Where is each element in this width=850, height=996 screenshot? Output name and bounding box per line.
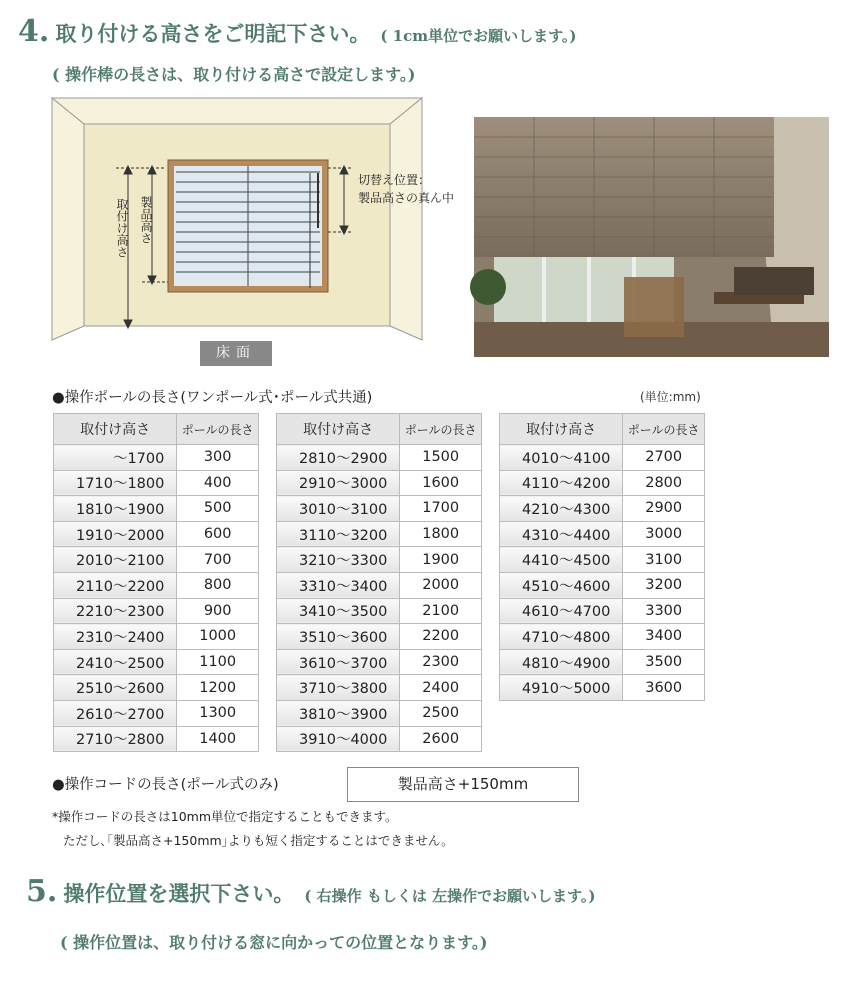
pole-length-cell: 1800 [400, 521, 482, 547]
mount-height-cell: 4110～4200 [500, 470, 623, 496]
mount-height-cell: 3310～3400 [277, 572, 400, 598]
switch-position-label-1: 切替え位置： [358, 173, 431, 187]
table-row [277, 445, 482, 471]
pole-length-cell: 1000 [177, 624, 259, 650]
table-row [500, 598, 705, 624]
mount-height-cell: 3510～3600 [277, 624, 400, 650]
table-row [54, 496, 259, 522]
pole-length-cell: 800 [177, 572, 259, 598]
table-row [277, 572, 482, 598]
mount-height-cell: 3710～3800 [277, 675, 400, 701]
mount-height-cell: 2810～2900 [277, 445, 400, 471]
section5-title: 操作位置を選択下さい。 [63, 881, 295, 906]
table-row [277, 675, 482, 701]
mount-height-cell: 4810～4900 [500, 649, 623, 675]
pole-length-cell: 2400 [400, 675, 482, 701]
mount-height-cell: 4410～4500 [500, 547, 623, 573]
cord-note-2: ただし､｢製品高さ+150mm｣よりも短く指定することはできません。 [63, 833, 454, 848]
mount-height-cell: 3010～3100 [277, 496, 400, 522]
mounting-diagram [52, 98, 455, 343]
section5-note: ( 右操作 もしくは 左操作でお願いします。) [304, 887, 596, 905]
pole-length-cell: 3000 [623, 521, 705, 547]
mount-height-cell: 4710～4800 [500, 624, 623, 650]
table-row [500, 470, 705, 496]
mount-height-cell: 3910～4000 [277, 726, 400, 752]
mount-height-cell: 2110～2200 [54, 572, 177, 598]
header-mount-height: 取付け高さ [54, 414, 177, 445]
section4-note: ( 1cm単位でお願いします。) [380, 27, 577, 45]
pole-length-cell: 1700 [400, 496, 482, 522]
pole-length-cell: 3600 [623, 675, 705, 701]
table-row [54, 445, 259, 471]
pole-length-cell: 2100 [400, 598, 482, 624]
pole-table-caption: ●操作ポールの長さ(ワンポール式･ポール式共通) [52, 390, 373, 406]
mount-height-cell: 4510～4600 [500, 572, 623, 598]
table-row [277, 521, 482, 547]
header-pole-length: ポールの長さ [623, 414, 705, 445]
section5-heading [26, 874, 596, 909]
pole-length-cell: 1200 [177, 675, 259, 701]
table-row [500, 521, 705, 547]
table-row [277, 649, 482, 675]
section5-number: 5. [26, 874, 58, 909]
table-row [54, 624, 259, 650]
pole-length-table-3 [499, 413, 705, 701]
table-row [54, 598, 259, 624]
mount-height-cell: 4310～4400 [500, 521, 623, 547]
room-photo [474, 117, 829, 357]
section4-number: 4. [18, 14, 50, 49]
floor-label: 床面 [200, 341, 272, 366]
table-row [500, 649, 705, 675]
pole-length-cell: 1900 [400, 547, 482, 573]
mount-height-label: 取付け高さ [115, 198, 129, 258]
mount-height-cell: 2510～2600 [54, 675, 177, 701]
mount-height-cell: 2910～3000 [277, 470, 400, 496]
table-row [277, 624, 482, 650]
mount-height-cell: 4010～4100 [500, 445, 623, 471]
unit-label: (単位:mm) [640, 390, 701, 404]
mount-height-cell: 2710～2800 [54, 726, 177, 752]
pole-length-cell: 1400 [177, 726, 259, 752]
table-row [54, 700, 259, 726]
mount-height-cell: 3410～3500 [277, 598, 400, 624]
mount-height-cell: 1710～1800 [54, 470, 177, 496]
table-row [500, 445, 705, 471]
header-mount-height: 取付け高さ [500, 414, 623, 445]
table-row [500, 496, 705, 522]
pole-length-table-1 [53, 413, 259, 752]
pole-length-cell: 1300 [177, 700, 259, 726]
pole-length-cell: 2500 [400, 700, 482, 726]
pole-length-cell: 3300 [623, 598, 705, 624]
cord-length-box: 製品高さ+150mm [347, 767, 579, 802]
pole-length-table-2 [276, 413, 482, 752]
table-row [54, 572, 259, 598]
mount-height-cell: 4910～5000 [500, 675, 623, 701]
mount-height-cell: 2010～2100 [54, 547, 177, 573]
pole-length-cell: 2600 [400, 726, 482, 752]
pole-length-cell: 2900 [623, 496, 705, 522]
pole-length-cell: 2800 [623, 470, 705, 496]
table-row [54, 521, 259, 547]
section4-heading [18, 14, 577, 49]
mount-height-cell: 4210～4300 [500, 496, 623, 522]
pole-length-cell: 1600 [400, 470, 482, 496]
table-row [277, 470, 482, 496]
pole-length-cell: 2000 [400, 572, 482, 598]
header-pole-length: ポールの長さ [177, 414, 259, 445]
switch-position-label-2: 製品高さの真ん中 [358, 191, 455, 205]
table-row [277, 496, 482, 522]
product-height-label: 製品高さ [139, 196, 153, 244]
mount-height-cell: 2310～2400 [54, 624, 177, 650]
header-mount-height: 取付け高さ [277, 414, 400, 445]
pole-length-cell: 700 [177, 547, 259, 573]
pole-length-cell: 3500 [623, 649, 705, 675]
pole-length-cell: 3200 [623, 572, 705, 598]
table-row [54, 547, 259, 573]
pole-length-cell: 500 [177, 496, 259, 522]
pole-length-cell: 3100 [623, 547, 705, 573]
table-row [500, 624, 705, 650]
mount-height-cell: 2610～2700 [54, 700, 177, 726]
table-row [54, 470, 259, 496]
mount-height-cell: 1910～2000 [54, 521, 177, 547]
table-row [54, 675, 259, 701]
pole-length-cell: 2200 [400, 624, 482, 650]
pole-length-cell: 1500 [400, 445, 482, 471]
pole-length-cell: 600 [177, 521, 259, 547]
table-row [277, 700, 482, 726]
cord-note-1: *操作コードの長さは10mm単位で指定することもできます。 [52, 809, 398, 824]
mount-height-cell: 3610～3700 [277, 649, 400, 675]
mount-height-cell: 3110～3200 [277, 521, 400, 547]
pole-length-cell: 2700 [623, 445, 705, 471]
table-row [54, 649, 259, 675]
mount-height-cell: 1810～1900 [54, 496, 177, 522]
section4-subtitle: ( 操作棒の長さは、取り付ける高さで設定します。) [52, 65, 416, 84]
mount-height-cell: 2210～2300 [54, 598, 177, 624]
table-row [500, 547, 705, 573]
section4-title: 取り付ける高さをご明記下さい。 [55, 21, 371, 46]
pole-length-cell: 3400 [623, 624, 705, 650]
pole-length-cell: 1100 [177, 649, 259, 675]
mount-height-cell: ～1700 [54, 445, 177, 471]
table-row [277, 726, 482, 752]
mount-height-cell: 3210～3300 [277, 547, 400, 573]
header-pole-length: ポールの長さ [400, 414, 482, 445]
cord-caption: ●操作コードの長さ(ポール式のみ) [52, 777, 279, 793]
table-row [277, 547, 482, 573]
pole-length-cell: 400 [177, 470, 259, 496]
table-row [277, 598, 482, 624]
mount-height-cell: 3810～3900 [277, 700, 400, 726]
table-row [500, 675, 705, 701]
pole-length-cell: 2300 [400, 649, 482, 675]
pole-length-cell: 900 [177, 598, 259, 624]
pole-length-cell: 300 [177, 445, 259, 471]
table-row [500, 572, 705, 598]
section5-subtitle: ( 操作位置は、取り付ける窓に向かっての位置となります。) [60, 933, 488, 952]
mount-height-cell: 4610～4700 [500, 598, 623, 624]
mount-height-cell: 2410～2500 [54, 649, 177, 675]
table-row [54, 726, 259, 752]
